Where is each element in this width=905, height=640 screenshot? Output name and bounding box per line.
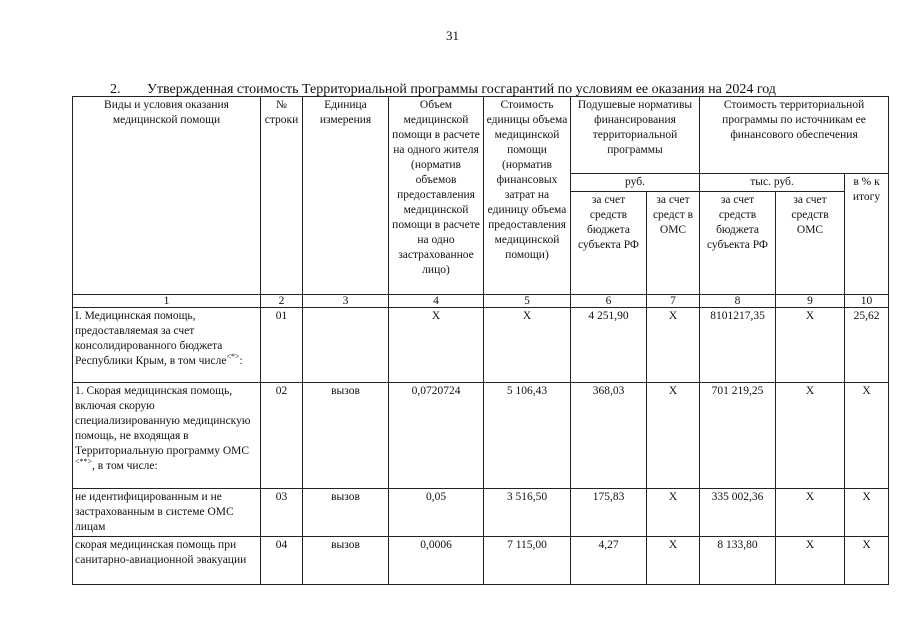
row-number: 01	[261, 308, 303, 383]
column-number: 5	[484, 295, 571, 308]
row-cost-budget: 8101217,35	[700, 308, 776, 383]
row-unit-cost: 3 516,50	[484, 489, 571, 537]
row-number: 02	[261, 383, 303, 489]
header-budget-rf: за счет средств бюджета субъекта РФ	[700, 192, 776, 295]
row-pct-total: X	[845, 489, 889, 537]
row-cost-oms: X	[776, 383, 845, 489]
row-per-capita-budget: 175,83	[571, 489, 647, 537]
row-cost-budget: 335 002,36	[700, 489, 776, 537]
header-program-cost: Стоимость территориальной программы по источникам ее финансового обеспечения	[700, 97, 889, 174]
row-number: 03	[261, 489, 303, 537]
row-pct-total: X	[845, 383, 889, 489]
header-rub: руб.	[571, 174, 700, 192]
table-row	[73, 537, 889, 585]
section-number: 2.	[110, 82, 121, 97]
row-unit: вызов	[303, 383, 389, 489]
column-number: 4	[389, 295, 484, 308]
cost-table	[72, 96, 889, 585]
row-description: не идентифицированным и не застрахованным в системе ОМС лицам	[73, 489, 261, 537]
header-budget-rf: за счет средств бюджета субъекта РФ	[571, 192, 647, 295]
row-unit-cost: 7 115,00	[484, 537, 571, 585]
header-volume: Объем медицинской помощи в расчете на одного жителя (норматив объемов предоставления медицинской помощи в расчете на одно застрахованное лицо)	[389, 97, 484, 295]
page-number: 31	[446, 28, 459, 43]
header-oms-short: за счет средст в ОМС	[647, 192, 700, 295]
table-row	[73, 383, 889, 489]
row-volume: 0,0720724	[389, 383, 484, 489]
row-cost-budget: 701 219,25	[700, 383, 776, 489]
row-cost-budget: 8 133,80	[700, 537, 776, 585]
column-number: 7	[647, 295, 700, 308]
column-number: 6	[571, 295, 647, 308]
row-per-capita-oms: X	[647, 537, 700, 585]
header-unit-cost: Стоимость единицы объема медицинской помощи (норматив финансовых затрат на единицу объема предоставления медицинской помощи)	[484, 97, 571, 295]
column-number: 9	[776, 295, 845, 308]
row-description: скорая медицинская помощь при санитарно-авиационной эвакуации	[73, 537, 261, 585]
row-cost-oms: X	[776, 489, 845, 537]
header-per-capita: Подушевые нормативы финансирования территориальной программы	[571, 97, 700, 174]
row-unit: вызов	[303, 489, 389, 537]
column-number: 2	[261, 295, 303, 308]
table-row	[73, 489, 889, 537]
table-row	[73, 308, 889, 383]
row-per-capita-oms: X	[647, 308, 700, 383]
header-kinds: Виды и условия оказания медицинской помощи	[73, 97, 261, 295]
row-unit-cost: 5 106,43	[484, 383, 571, 489]
column-number: 10	[845, 295, 889, 308]
row-pct-total: X	[845, 537, 889, 585]
header-pct-total: в % к итогу	[845, 174, 889, 295]
row-unit: вызов	[303, 537, 389, 585]
row-per-capita-budget: 4,27	[571, 537, 647, 585]
header-row-number: № строки	[261, 97, 303, 295]
row-number: 04	[261, 537, 303, 585]
row-pct-total: 25,62	[845, 308, 889, 383]
column-number-row	[73, 295, 889, 308]
section-title: Утвержденная стоимость Территориальной программы госгарантий по условиям ее оказания на 2024 год	[147, 82, 776, 97]
row-description: I. Медицинская помощь, предоставляемая за счет консолидированного бюджета Республики Крым, в том числе<*>:	[73, 308, 261, 383]
header-unit: Единица измерения	[303, 97, 389, 295]
column-number: 1	[73, 295, 261, 308]
row-volume: 0,05	[389, 489, 484, 537]
row-per-capita-budget: 368,03	[571, 383, 647, 489]
column-number: 8	[700, 295, 776, 308]
row-per-capita-oms: X	[647, 383, 700, 489]
row-cost-oms: X	[776, 308, 845, 383]
row-unit	[303, 308, 389, 383]
header-thous-rub: тыс. руб.	[700, 174, 845, 192]
row-description: 1. Скорая медицинская помощь, включая скорую специализированную медицинскую помощь, не входящая в Территориальную программу ОМС <**>, в том числе:	[73, 383, 261, 489]
row-unit-cost: X	[484, 308, 571, 383]
header-oms: за счет средств ОМС	[776, 192, 845, 295]
row-cost-oms: X	[776, 537, 845, 585]
row-volume: X	[389, 308, 484, 383]
row-per-capita-budget: 4 251,90	[571, 308, 647, 383]
row-per-capita-oms: X	[647, 489, 700, 537]
column-number: 3	[303, 295, 389, 308]
row-volume: 0,0006	[389, 537, 484, 585]
